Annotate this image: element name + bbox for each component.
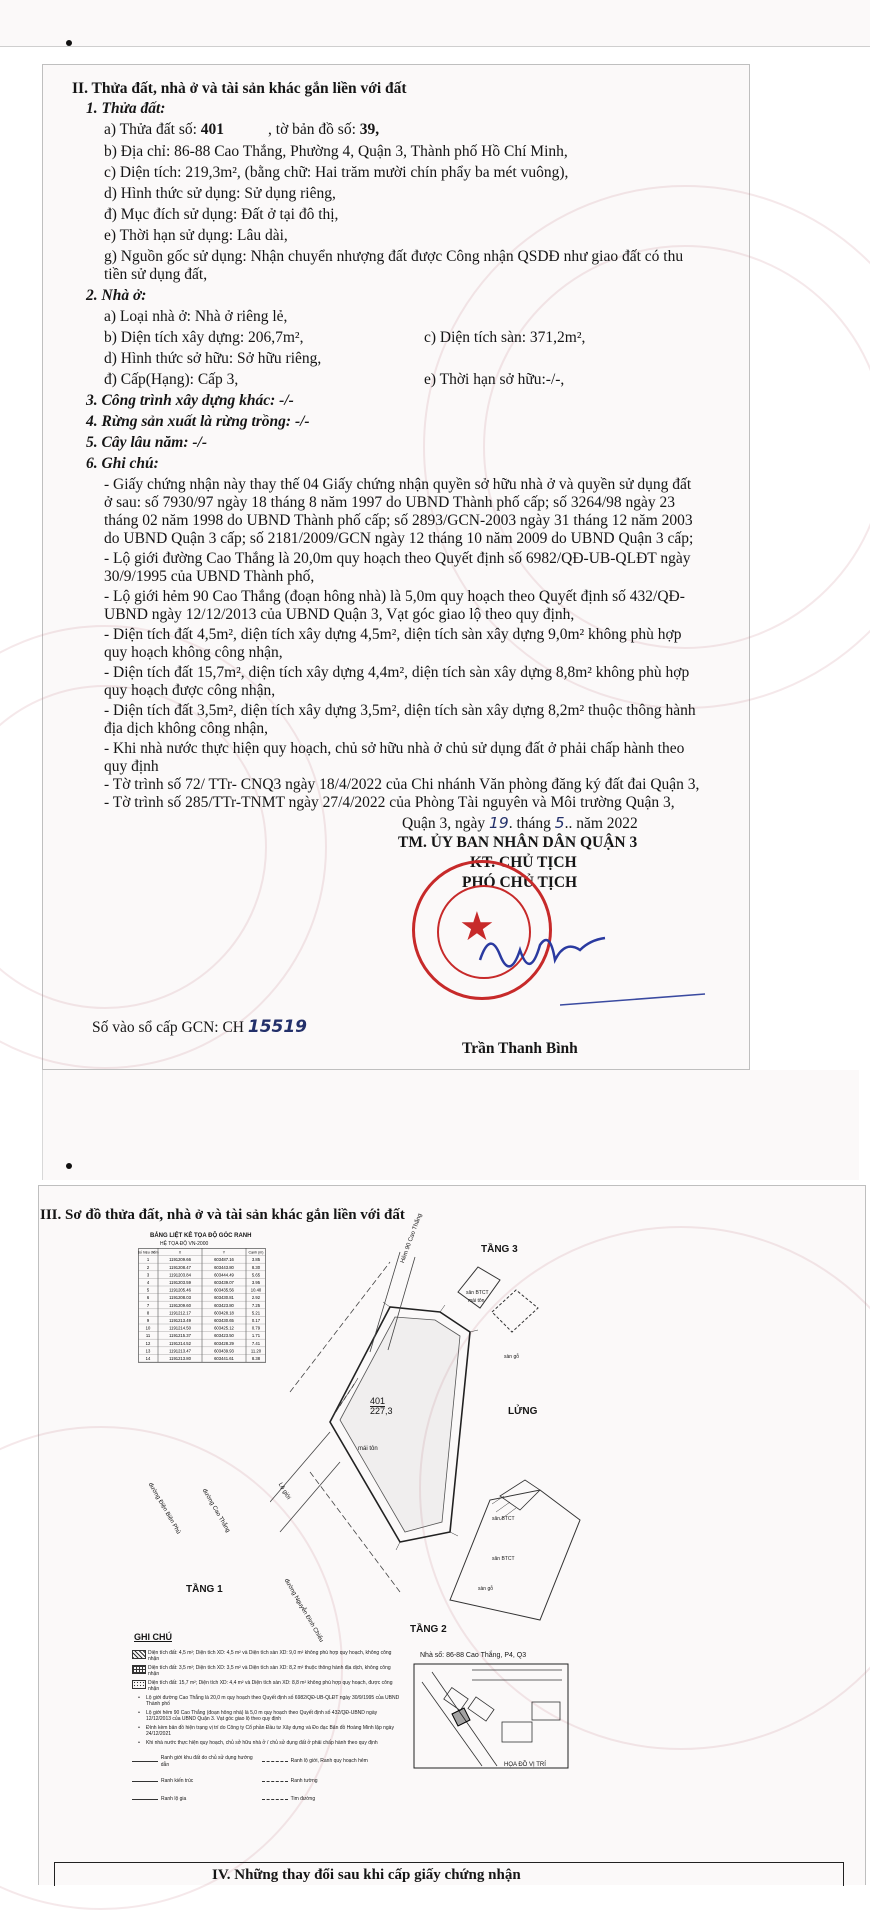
line-legend-item <box>262 1778 392 1785</box>
coord-table-cell: 6 <box>146 1295 150 1301</box>
house-grade: đ) Cấp(Hạng): Cấp 3, <box>104 371 239 388</box>
street-nguyen-dinh-chieu-label: đường Nguyễn Đình Chiểu <box>282 1578 324 1644</box>
coord-table-cell: 1191212.17 <box>169 1310 191 1316</box>
legend-text: Khi nhà nước thực hiện quy hoạch, chủ sở hữu nhà ở / chủ sử dụng đất ở phải chấp hành theo quy định <box>146 1740 378 1746</box>
location-title: Nhà số: 86-88 Cao Thắng, P4, Q3 <box>420 1652 527 1659</box>
note-line: - Diện tích đất 3,5m², diện tích xây dựng 3,5m², diện tích sàn xây dựng 8,2m² thuộc thông hành <box>104 702 696 719</box>
coord-table-cell: 2 <box>146 1264 150 1270</box>
coord-table-cell: 1 <box>146 1257 150 1263</box>
line-legend-sample <box>132 1799 158 1800</box>
coord-table-cell: 1191208.47 <box>169 1264 191 1270</box>
floor-3-roof-label: mái tôn <box>468 1298 485 1304</box>
line-legend-text: Tim đường <box>290 1795 316 1802</box>
coord-table-title: BẢNG LIỆT KÊ TỌA ĐỘ GÓC RANH <box>150 1233 252 1239</box>
floor-2-terrace-label: sân BTCT <box>492 1516 515 1522</box>
date-suffix: .. năm 2022 <box>564 815 638 832</box>
line-legend-sample <box>262 1761 288 1762</box>
line-legend-text: Ranh lộ giới, Ranh quy hoạch hẻm <box>290 1758 368 1764</box>
note-line: quy hoạch được công nhận, <box>104 682 276 699</box>
legend-text: Lộ giới đường Cao Thắng là 20,0 m quy hoạch theo Quyết định số 6982/QĐ-UB-QLĐT ngày 30/9/1995 của UBND Thành phố <box>146 1695 400 1707</box>
legend-bullet: • <box>138 1725 140 1731</box>
house-type: a) Loại nhà ở: Nhà ở riêng lẻ, <box>104 308 288 325</box>
coord-table-cell: 603443.80 <box>214 1264 234 1270</box>
line-legend-item <box>262 1758 392 1765</box>
coord-table-cell: 1191208.03 <box>169 1295 191 1301</box>
coord-table-cell: 1191203.59 <box>169 1280 191 1285</box>
note-line: địa dịch không công nhận, <box>104 720 269 737</box>
coord-table-cell: 3.85 <box>251 1257 261 1263</box>
parcel-number-value: 401 <box>370 1396 386 1406</box>
coord-table-cell: 603425.12 <box>214 1325 234 1331</box>
house-term: e) Thời hạn sở hữu:-/-, <box>424 371 565 388</box>
coord-table-cell: 10.40 <box>250 1287 262 1293</box>
item-4: 4. Rừng sản xuất là rừng trồng: -/- <box>86 413 310 430</box>
alley-label: Hẻm 90 Cao Thắng <box>400 1212 424 1265</box>
roof-label: mái tôn <box>358 1446 378 1452</box>
coord-table-cell: 1191209.66 <box>169 1257 191 1263</box>
coord-table-cell: 8.38 <box>251 1356 261 1361</box>
note-line: - Tờ trình số 72/ TTr- CNQ3 ngày 18/4/2022 của Chi nhánh Văn phòng đăng ký đất đai Quận 3, <box>104 776 700 793</box>
location-caption: HỌA ĐỒ VỊ TRÍ <box>504 1762 546 1768</box>
coord-table-cell: 1191215.37 <box>169 1333 191 1339</box>
coord-table-header: Số hiệu điểm <box>138 1250 159 1255</box>
legend-swatch <box>132 1650 146 1659</box>
coord-table-cell: 603423.50 <box>214 1333 234 1339</box>
coord-table-cell: 5 <box>146 1287 150 1293</box>
legend-item <box>132 1725 402 1737</box>
right-of-way-label: Lộ giới <box>276 1482 292 1501</box>
legend-bullet: • <box>138 1740 140 1746</box>
legend-text: Đính kèm bản đồ hiện trạng vị trí do Công ty Cổ phần Đầu tư Xây dựng và Đo đạc Bản đồ Hoàng Minh lập ngày 24/12/2021 <box>146 1725 394 1737</box>
line-legend-item <box>132 1778 262 1785</box>
coord-table-cell: 3 <box>146 1272 150 1278</box>
coord-table-header: Cạnh (m) <box>248 1250 264 1255</box>
coord-table-cell: 603423.80 <box>214 1302 234 1308</box>
note-line: - Khi nhà nước thực hiện quy hoạch, chủ sở hữu nhà ở chủ sử dụng đất ở phải chấp hành theo <box>104 740 685 757</box>
note-line: UBND ngày 12/12/2013 của UBND Quận 3, Vạt góc giao lộ theo quy định, <box>104 606 575 623</box>
line-legend-sample <box>132 1761 158 1762</box>
coord-table <box>138 1248 266 1376</box>
line-legend-item <box>262 1796 392 1803</box>
legend-swatch <box>132 1680 146 1689</box>
land-area: c) Diện tích: 219,3m², (bằng chữ: Hai trăm mười chín phẩy ba mét vuông), <box>104 164 569 181</box>
coord-table-cell: 7.25 <box>251 1302 261 1308</box>
date-month: 5 <box>554 814 565 832</box>
legend-list <box>132 1650 402 1805</box>
signatory-kt: KT. CHỦ TỊCH <box>470 854 577 871</box>
land-usage-form: d) Hình thức sử dụng: Sử dụng riêng, <box>104 185 336 202</box>
legend-swatch <box>132 1665 146 1674</box>
coord-table-cell: 603430.81 <box>214 1295 234 1301</box>
coord-table-cell: 3.95 <box>251 1280 261 1285</box>
date-prefix: Quận 3, ngày <box>402 815 489 832</box>
line-legend-text: Ranh giới khu đất do chủ sử dụng hướng dẫn <box>160 1754 253 1768</box>
note-line: - Lộ giới hẻm 90 Cao Thắng (đoạn hông nhà) là 5,0m quy hoạch theo Quyết định số 432/QĐ- <box>104 588 685 605</box>
coord-table-cell: 5.21 <box>251 1310 261 1316</box>
register-number: 15519 <box>247 1017 308 1037</box>
legend-text: Diện tích đất: 15,7 m²; Diện tích XD: 4,4 m² và Diện tích sàn XD: 8,8 m² không phù hợp quy hoạch, được công nhận <box>148 1680 393 1692</box>
location-map <box>412 1662 572 1770</box>
coord-table-cell: 12 <box>145 1340 151 1346</box>
land-heading: 1. Thửa đất: <box>86 100 166 117</box>
coord-table-cell: 1191205.46 <box>169 1287 191 1293</box>
coord-table-cell: 14 <box>145 1356 151 1361</box>
coord-table-cell: 1191213.47 <box>169 1348 191 1354</box>
floor-2-terrace-label-b: sân BTCT <box>492 1556 515 1562</box>
floor-3-wood-floor-label: sàn gỗ <box>504 1354 520 1360</box>
note-line: - Lộ giới đường Cao Thắng là 20,0m quy hoạch theo Quyết định số 6982/QĐ-UB-QLĐT ngày <box>104 550 691 567</box>
coord-table-cell: 603428.18 <box>214 1310 234 1316</box>
land-purpose: đ) Mục đích sử dụng: Đất ở tại đô thị, <box>104 206 339 223</box>
house-build-area: b) Diện tích xây dựng: 206,7m², <box>104 329 304 346</box>
floor-3-label: TẦNG 3 <box>481 1244 518 1255</box>
coord-table-cell: 8 <box>146 1310 150 1316</box>
note-line: 30/9/1995 của UBND Thành phố, <box>104 568 315 585</box>
coord-table-cell: 7 <box>146 1302 150 1308</box>
coord-table-cell: 1191209.60 <box>169 1302 191 1308</box>
coord-table-cell: 5.65 <box>251 1272 261 1278</box>
line-legend-sample <box>262 1799 288 1800</box>
coord-table-header: Y <box>222 1250 226 1255</box>
seal-star-icon: ★ <box>459 904 495 949</box>
coord-table-cell: 603487.16 <box>214 1257 234 1263</box>
house-heading: 2. Nhà ở: <box>86 287 147 304</box>
note-line: - Diện tích đất 4,5m², diện tích xây dựng 4,5m², diện tích sàn xây dựng 9,0m² không phù hợp <box>104 626 682 643</box>
coord-table-cell: 603428.29 <box>214 1340 234 1346</box>
coord-table-cell: 8.30 <box>251 1264 261 1270</box>
date-day: 19 <box>488 814 509 832</box>
register-label: Số vào sổ cấp GCN: CH <box>92 1019 248 1036</box>
floor-2-wood-floor-label: sàn gỗ <box>478 1586 494 1592</box>
section-iv-title: IV. Những thay đổi sau khi cấp giấy chứng nhận <box>212 1867 521 1883</box>
note-line: do UBND Quận 3 cấp; số 2181/2009/GCN ngày 12 tháng 10 năm 2009 do UBND Quận 3 cấp; <box>104 530 694 547</box>
note-line: quy định <box>104 758 159 775</box>
street-cao-thang-label: đường Cao Thắng <box>200 1488 231 1534</box>
note-line: quy hoạch không công nhận, <box>104 644 283 661</box>
legend-text: Diện tích đất: 3,5 m²; Diện tích XD: 3,5 m² và Diện tích sàn XD: 8,2 m² thuộc thông hành địa dịch, không công nhận <box>148 1665 391 1677</box>
coord-table-subtitle: HỆ TỌA ĐỘ VN-2000 <box>160 1241 209 1247</box>
legend-item <box>132 1665 402 1677</box>
line-legend-text: Ranh tường <box>290 1777 318 1784</box>
coord-table-cell: 1.71 <box>251 1333 261 1339</box>
coord-table-cell: 603439.93 <box>214 1348 234 1354</box>
coord-table-cell: 603439.07 <box>214 1280 234 1285</box>
coord-table-cell: 1191213.80 <box>169 1356 191 1361</box>
note-line: ở sau: số 7930/97 ngày 18 tháng 8 năm 1997 do UBND Thành phố cấp; số 3264/98 ngày 23 <box>104 494 676 511</box>
floor-1-label: TẦNG 1 <box>186 1584 223 1595</box>
coord-table-cell: 0.79 <box>251 1325 261 1331</box>
floor-2-plan <box>430 1460 600 1640</box>
street-dien-bien-phu-label: đường Điện Biên Phủ <box>146 1482 181 1536</box>
coord-table-cell: 2.92 <box>251 1295 261 1301</box>
land-term: e) Thời hạn sử dụng: Lâu dài, <box>104 227 288 244</box>
signatory-org: TM. ỦY BAN NHÂN DÂN QUẬN 3 <box>398 834 638 851</box>
coord-table-header: X <box>178 1250 182 1255</box>
land-origin-2: tiền sử dụng đất, <box>104 266 208 283</box>
line-legend-sample <box>132 1781 158 1782</box>
signatory-title: PHÓ CHỦ TỊCH <box>462 874 578 891</box>
coord-table-cell: 1191213.49 <box>169 1318 191 1323</box>
coord-table-cell: 11.20 <box>250 1348 262 1354</box>
legend-item <box>132 1650 402 1662</box>
land-number-label: a) Thửa đất số: <box>104 121 201 138</box>
note-line: - Tờ trình số 285/TTr-TNMT ngày 27/4/2022 của Phòng Tài nguyên và Môi trường Quận 3, <box>104 794 675 811</box>
coord-table-cell: 603444.49 <box>214 1272 234 1278</box>
land-origin-1: g) Nguồn gốc sử dụng: Nhận chuyển nhượng đất được Công nhận QSDĐ như giao đất có thu <box>104 248 684 265</box>
house-ownership: d) Hình thức sở hữu: Sở hữu riêng, <box>104 350 322 367</box>
line-legend-sample <box>262 1781 288 1782</box>
parcel-area-value: 227,3 <box>370 1406 393 1416</box>
item-5: 5. Cây lâu năm: -/- <box>86 434 207 451</box>
legend-title: GHI CHÚ <box>134 1632 172 1642</box>
line-legend-item <box>132 1796 262 1803</box>
map-number-value: 39, <box>359 121 380 138</box>
note-line: - Giấy chứng nhận này thay thế 04 Giấy chứng nhận quyền sở hữu nhà ở và quyền sử dụng đất <box>104 476 692 493</box>
note-line: - Diện tích đất 15,7m², diện tích xây dựng 4,4m², diện tích sàn xây dựng 8,8m² không phù hợp <box>104 664 690 681</box>
line-legend-text: Ranh kiến trúc <box>161 1777 194 1784</box>
coord-table-cell: 0.17 <box>251 1318 261 1323</box>
coord-table-cell: 7.41 <box>251 1340 261 1346</box>
house-floor-area: c) Diện tích sàn: 371,2m², <box>424 329 586 346</box>
road-line <box>270 1432 330 1502</box>
coord-table-cell: 603441.61 <box>214 1356 234 1361</box>
section-ii-title: II. Thửa đất, nhà ở và tài sản khác gắn liền với đất <box>72 80 407 97</box>
coord-table-cell: 13 <box>145 1348 151 1354</box>
legend-bullet: • <box>138 1695 140 1701</box>
parcel-number <box>370 1396 393 1416</box>
legend-item <box>132 1740 402 1746</box>
section-iii-title: III. Sơ đồ thửa đất, nhà ở và tài sản khác gắn liền với đất <box>40 1207 405 1223</box>
land-address: b) Địa chỉ: 86-88 Cao Thắng, Phường 4, Quận 3, Thành phố Hồ Chí Minh, <box>104 143 568 160</box>
item-6: 6. Ghi chú: <box>86 455 159 472</box>
coord-table-cell: 11 <box>145 1333 151 1339</box>
legend-text: Diện tích đất: 4,5 m²; Diện tích XD: 4,5 m² và Diện tích sàn XD: 9,0 m² không phù hợp quy hoạch, không công nhận <box>148 1650 392 1662</box>
coord-table-cell: 9 <box>146 1318 150 1323</box>
line-legend-text: Ranh lộ gia <box>161 1795 187 1802</box>
floor-2-label: TẦNG 2 <box>410 1624 447 1635</box>
date-mid: . tháng <box>508 815 555 832</box>
floor-3-terrace-label: sân BTCT <box>466 1290 489 1296</box>
legend-item <box>132 1710 402 1722</box>
legend-item <box>132 1695 402 1707</box>
map-number-label: , tờ bản đồ số: <box>268 121 360 138</box>
coord-table-cell: 1191214.50 <box>169 1325 191 1331</box>
coord-table-cell: 10 <box>145 1325 151 1331</box>
floor-3-plan <box>440 1262 550 1392</box>
item-3: 3. Công trình xây dựng khác: -/- <box>86 392 294 409</box>
coord-table-cell: 603430.65 <box>214 1318 234 1323</box>
signer-name: Trần Thanh Bình <box>462 1040 578 1057</box>
coord-table-cell: 1191214.52 <box>169 1340 191 1346</box>
land-number-value: 401 <box>200 121 225 138</box>
legend-bullet: • <box>138 1710 140 1716</box>
mezzanine-label: LỬNG <box>508 1406 538 1417</box>
coord-table-cell: 1191203.84 <box>169 1272 191 1278</box>
coord-table-cell: 603435.56 <box>214 1287 234 1293</box>
legend-item <box>132 1680 402 1692</box>
line-legend-item <box>132 1755 262 1769</box>
coord-table-cell: 4 <box>146 1280 150 1285</box>
legend-text: Lộ giới hẻm 90 Cao Thắng (đoạn hông nhà) là 5,0 m quy hoạch theo Quyết định số 432/QĐ-UBND ngày 12/12/2013 của UBND Quận 3. Vạt góc giao lộ theo quy định <box>146 1710 378 1722</box>
note-line: tháng 02 năm 1998 do UBND Thành phố cấp; số 2893/GCN-2003 ngày 31 tháng 12 năm 2003 <box>104 512 693 529</box>
